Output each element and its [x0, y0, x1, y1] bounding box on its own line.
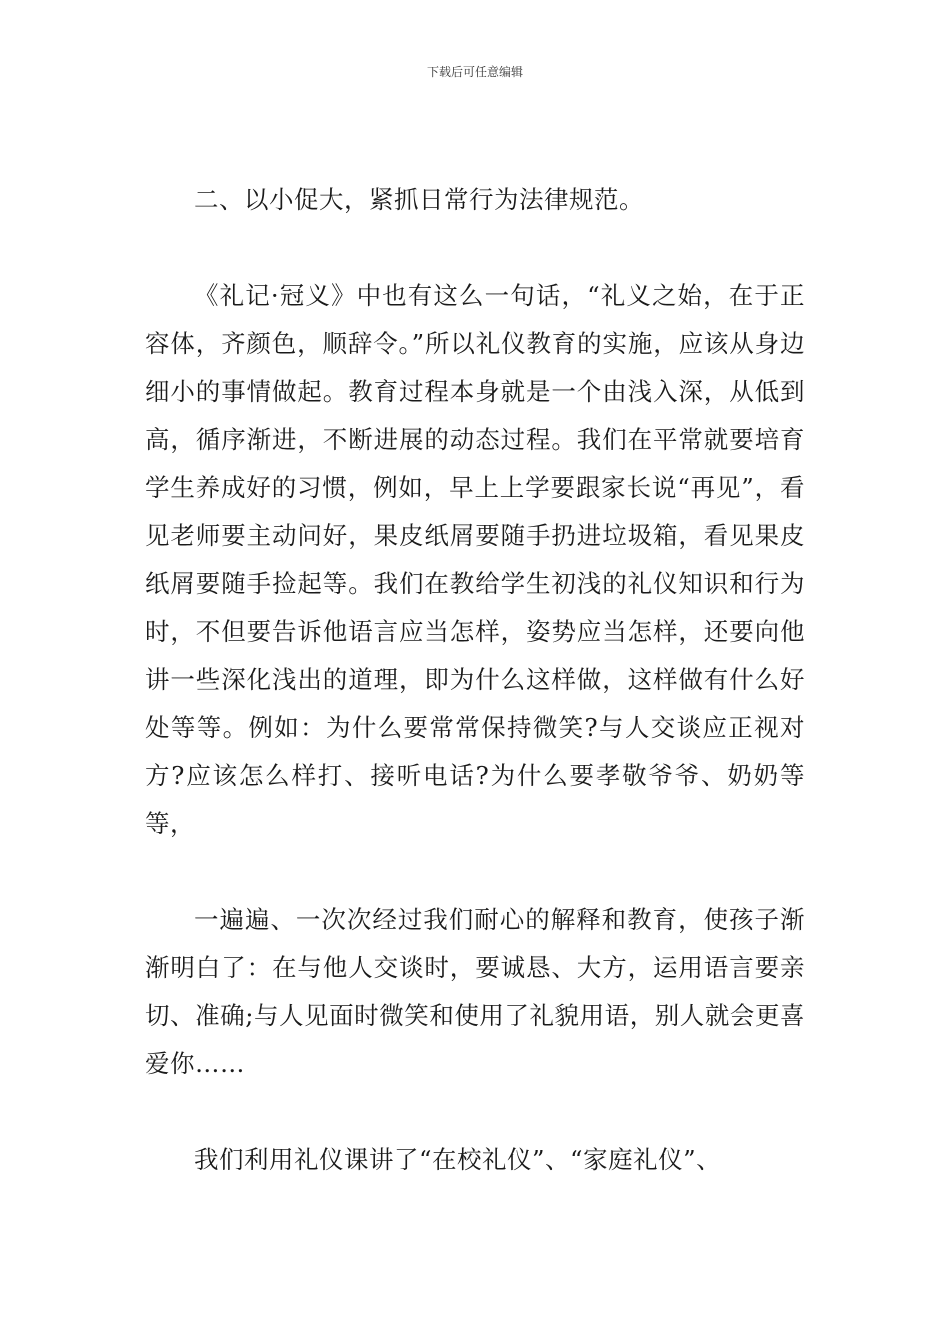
paragraph-3: 我们利用礼仪课讲了“在校礼仪”、“家庭礼仪”、	[194, 1145, 722, 1174]
document-body	[145, 176, 805, 1184]
paragraph-2: 一遍遍、一次次经过我们耐心的解释和教育，使孩子渐渐明白了：在与他人交谈时，要诚恳、大方，运用语言要亲切、准确;与人见面时微笑和使用了礼貌用语，别人就会更喜爱你……	[145, 905, 805, 1078]
header-note: 下载后可任意编辑	[426, 65, 523, 79]
paragraph-1: 《礼记·冠义》中也有这么一句话，“礼义之始，在于正容体，齐颜色，顺辞令。”所以礼仪教育的实施，应该从身边细小的事情做起。教育过程本身就是一个由浅入深，从低到高，循序渐进，不断进展的动态过程。我们在平常就要培育学生养成好的习惯，例如，早上上学要跟家长说“再见”，看见老师要主动问好，果皮纸屑要随手扔进垃圾箱，看见果皮纸屑要随手捡起等。我们在教给学生初浅的礼仪知识和行为时，不但要告诉他语言应当怎样，姿势应当怎样，还要向他讲一些深化浅出的道理，即为什么这样做，这样做有什么好处等等。例如：为什么要常常保持微笑?与人交谈应正视对方?应该怎么样打、接听电话?为什么要孝敬爷爷、奶奶等等，	[145, 281, 805, 838]
section-heading: 二、以小促大，紧抓日常行为法律规范。	[194, 185, 644, 214]
